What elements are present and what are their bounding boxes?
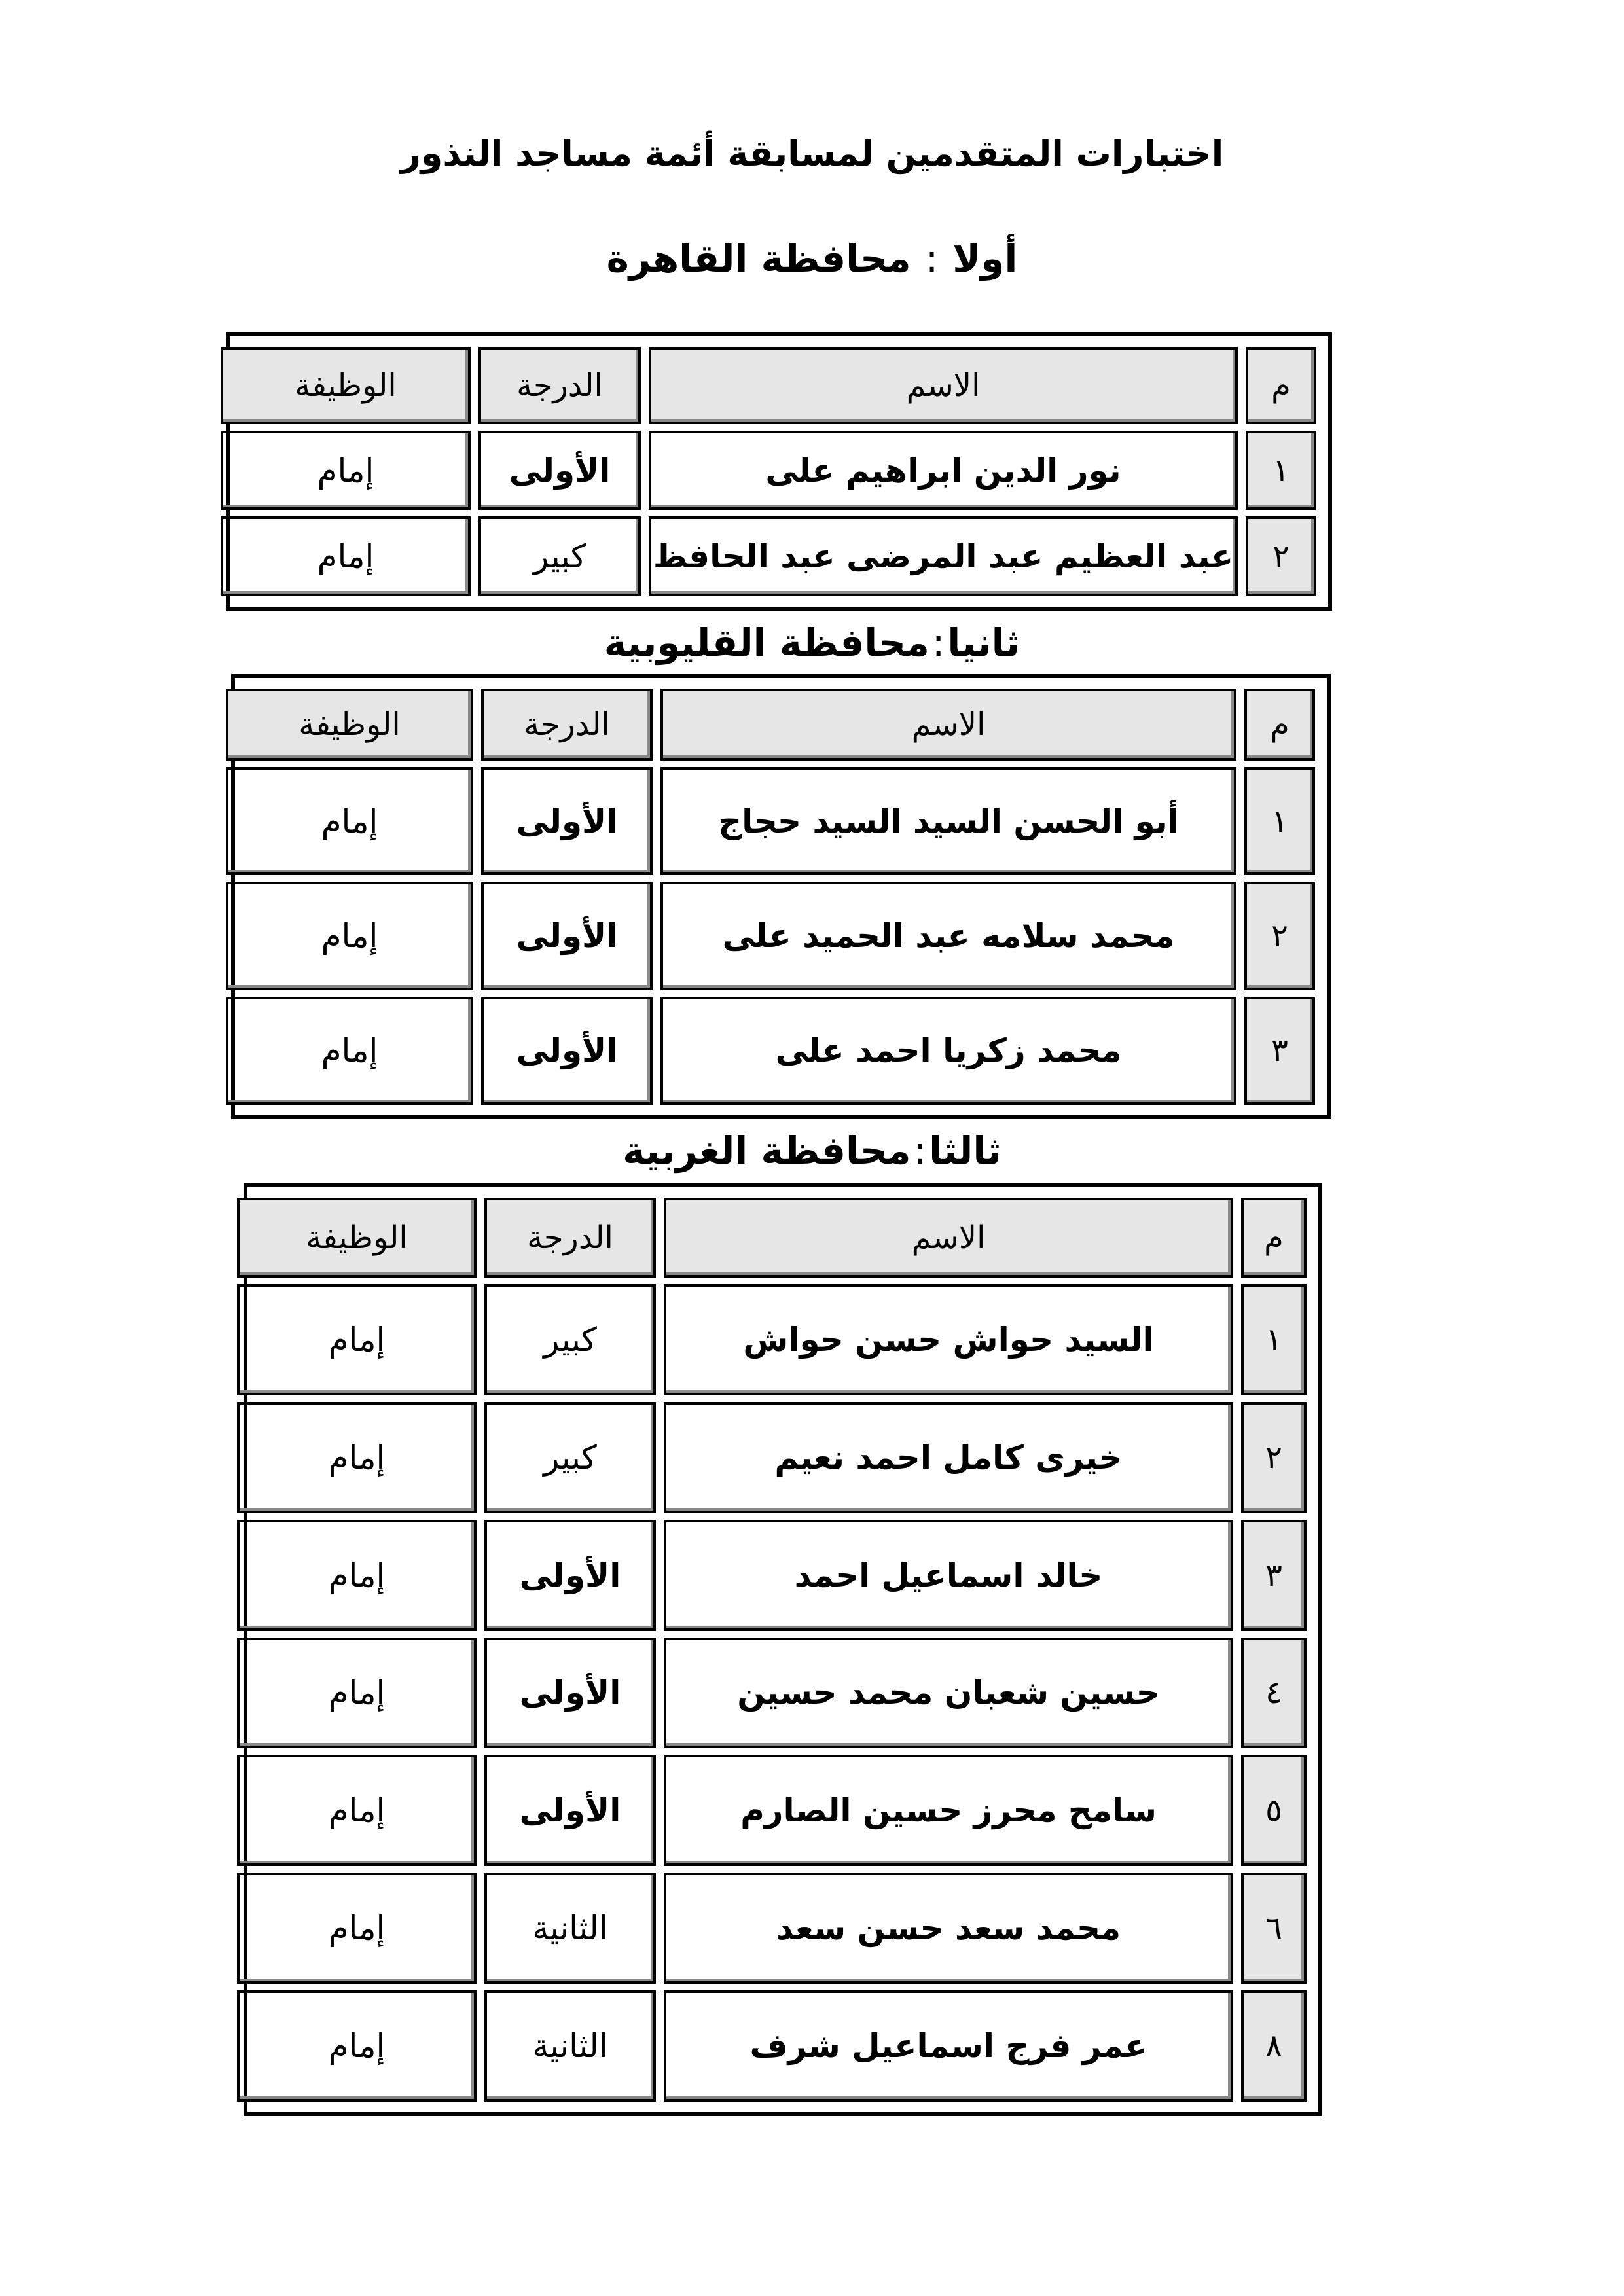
cell-rank: الأولى	[484, 1520, 656, 1631]
section-heading-cairo	[0, 232, 1624, 285]
section-prefix: أولا	[952, 236, 1018, 281]
cell-num: ٦	[1241, 1873, 1307, 1984]
cell-name: محمد سلامه عبد الحميد على	[660, 882, 1236, 990]
cell-job: إمام	[237, 1284, 477, 1395]
cell-num: ٤	[1241, 1638, 1307, 1749]
header-rank: الدرجة	[478, 347, 641, 424]
cell-num: ٢	[1241, 1402, 1307, 1513]
cell-name: أبو الحسن السيد السيد حجاج	[660, 767, 1236, 875]
table-header-row	[237, 1198, 1307, 1278]
cell-job: إمام	[226, 997, 473, 1105]
cell-name: محمد زكريا احمد على	[660, 997, 1236, 1105]
cell-job: إمام	[237, 1638, 477, 1749]
table-header-row	[226, 689, 1315, 761]
table-row	[221, 516, 1316, 596]
cell-job: إمام	[237, 1873, 477, 1984]
table-row	[237, 1755, 1307, 1866]
section-separator: :	[913, 1128, 927, 1173]
cell-rank: الأولى	[484, 1638, 656, 1749]
cell-num: ٨	[1241, 1990, 1307, 2102]
cell-name: نور الدين ابراهيم على	[649, 431, 1238, 511]
cell-rank: كبير	[484, 1284, 656, 1395]
cell-num: ٢	[1244, 882, 1315, 990]
cell-rank: الأولى	[481, 767, 653, 875]
cell-job: إمام	[226, 767, 473, 875]
cell-rank: الأولى	[478, 431, 641, 511]
section-heading-gharbia	[0, 1124, 1624, 1177]
cell-job: إمام	[237, 1402, 477, 1513]
section-separator: :	[931, 620, 945, 665]
header-name: الاسم	[649, 347, 1238, 424]
cell-num: ١	[1244, 767, 1315, 875]
cell-job: إمام	[237, 1990, 477, 2102]
cell-job: إمام	[226, 882, 473, 990]
cell-name: سامح محرز حسين الصارم	[664, 1755, 1233, 1866]
cell-name: خيرى كامل احمد نعيم	[664, 1402, 1233, 1513]
header-num: م	[1246, 347, 1316, 424]
cell-num: ١	[1241, 1284, 1307, 1395]
section-separator: :	[925, 236, 939, 281]
cell-name: عبد العظيم عبد المرضى عبد الحافظ	[649, 516, 1238, 596]
table-row	[226, 882, 1315, 990]
header-job: الوظيفة	[221, 347, 471, 424]
table-row	[237, 1990, 1307, 2102]
cell-num: ٣	[1244, 997, 1315, 1105]
cell-rank: كبير	[478, 516, 641, 596]
table-row	[226, 997, 1315, 1105]
table-qalyubia	[231, 674, 1331, 1119]
cell-name: حسين شعبان محمد حسين	[664, 1638, 1233, 1749]
header-num: م	[1241, 1198, 1307, 1278]
cell-rank: الثانية	[484, 1873, 656, 1984]
cell-rank: الأولى	[481, 882, 653, 990]
header-job: الوظيفة	[237, 1198, 477, 1278]
header-name: الاسم	[660, 689, 1236, 761]
header-name: الاسم	[664, 1198, 1233, 1278]
header-job: الوظيفة	[226, 689, 473, 761]
cell-job: إمام	[237, 1755, 477, 1866]
cell-rank: الأولى	[481, 997, 653, 1105]
section-prefix: ثانيا	[947, 620, 1020, 665]
header-rank: الدرجة	[481, 689, 653, 761]
cell-rank: كبير	[484, 1402, 656, 1513]
cell-job: إمام	[237, 1520, 477, 1631]
table-row	[237, 1638, 1307, 1749]
cell-num: ٢	[1246, 516, 1316, 596]
cell-num: ٥	[1241, 1755, 1307, 1866]
table-row	[221, 431, 1316, 511]
cell-name: محمد سعد حسن سعد	[664, 1873, 1233, 1984]
cell-rank: الثانية	[484, 1990, 656, 2102]
cell-num: ١	[1246, 431, 1316, 511]
table-cairo	[226, 332, 1332, 611]
table-row	[226, 767, 1315, 875]
table-header-row	[221, 347, 1316, 424]
section-governorate: محافظة القليوبية	[604, 620, 929, 665]
section-governorate: محافظة القاهرة	[606, 236, 911, 281]
header-num: م	[1244, 689, 1315, 761]
cell-job: إمام	[221, 431, 471, 511]
cell-rank: الأولى	[484, 1755, 656, 1866]
page-title: اختبارات المتقدمين لمسابقة أئمة مساجد النذور	[400, 133, 1224, 174]
section-prefix: ثالثا	[929, 1128, 1001, 1173]
cell-name: عمر فرج اسماعيل شرف	[664, 1990, 1233, 2102]
cell-job: إمام	[221, 516, 471, 596]
cell-name: السيد حواش حسن حواش	[664, 1284, 1233, 1395]
section-governorate: محافظة الغربية	[623, 1128, 911, 1173]
cell-num: ٣	[1241, 1520, 1307, 1631]
table-gharbia	[244, 1183, 1322, 2116]
section-heading-qalyubia	[0, 617, 1624, 669]
table-row	[237, 1520, 1307, 1631]
table-row	[237, 1873, 1307, 1984]
cell-name: خالد اسماعيل احمد	[664, 1520, 1233, 1631]
table-row	[237, 1284, 1307, 1395]
header-rank: الدرجة	[484, 1198, 656, 1278]
table-row	[237, 1402, 1307, 1513]
